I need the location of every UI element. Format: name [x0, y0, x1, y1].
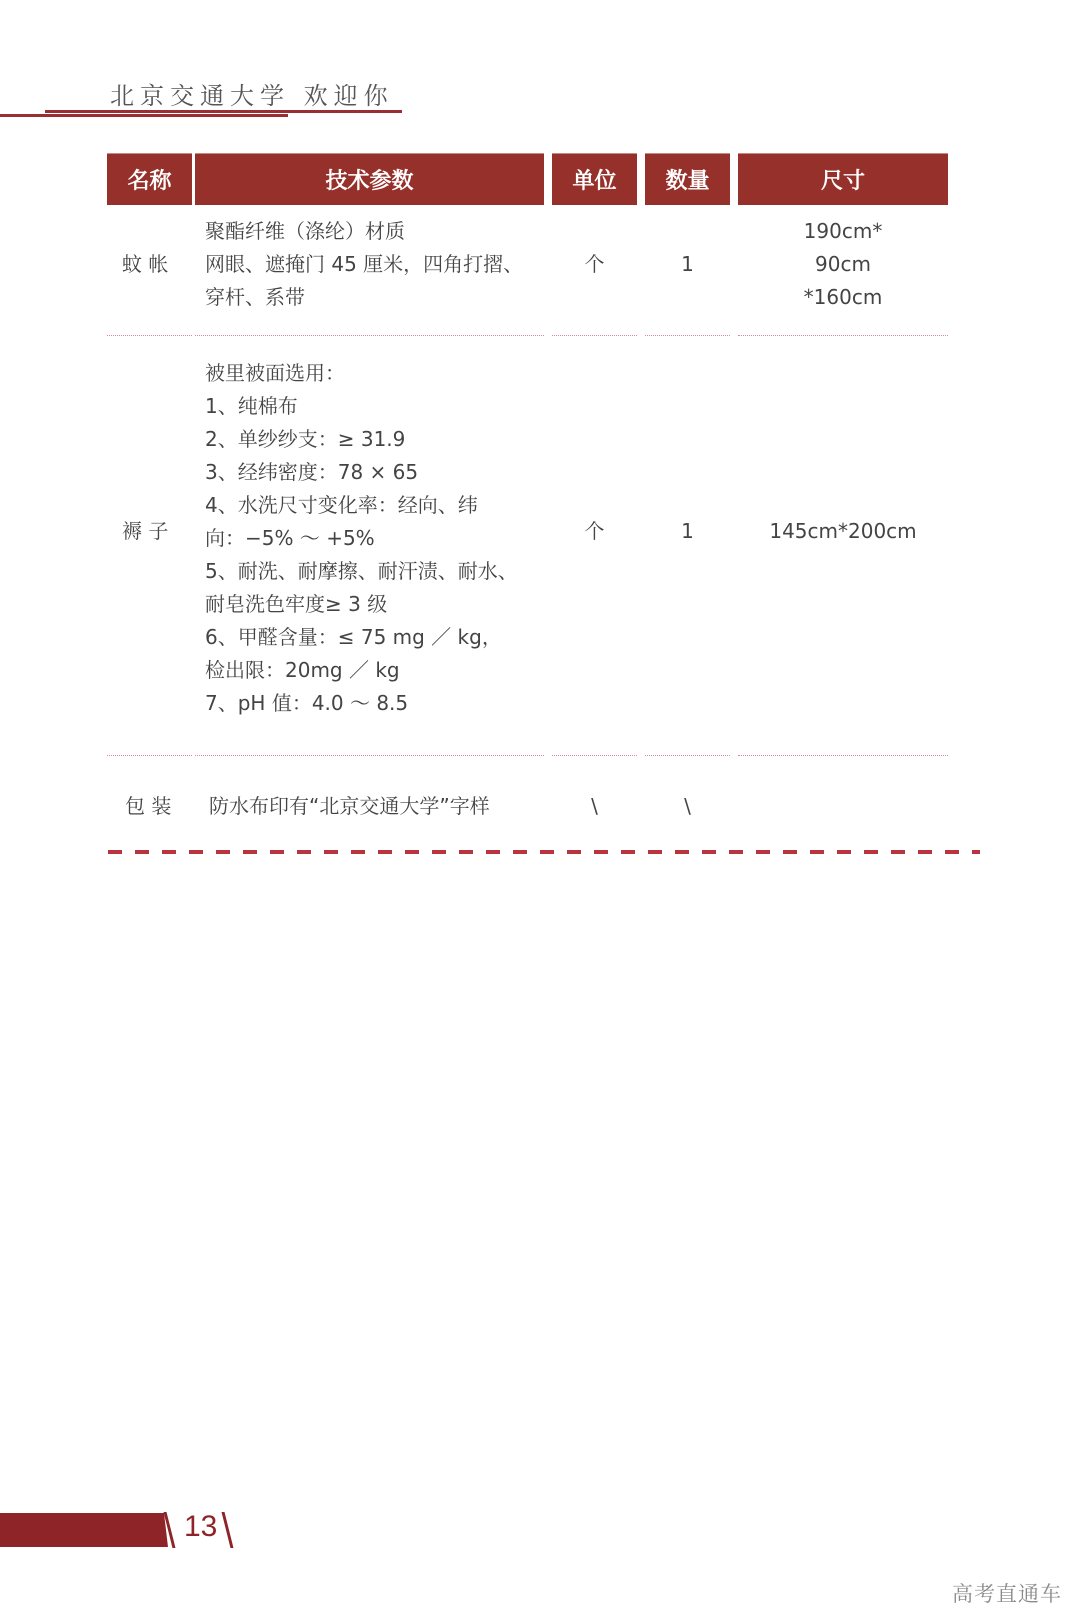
spec-line: 被里被面选用： [205, 361, 345, 385]
header-rule-upper [45, 110, 402, 113]
spec-line: 1、纯棉布 [205, 394, 298, 418]
header-rule-lower [0, 114, 288, 117]
row-name: 褥 子 [122, 519, 169, 543]
size-line: 90cm [815, 252, 871, 276]
spec-line: 5、耐洗、耐摩擦、耐汗渍、耐水、 [205, 559, 518, 583]
row-qty: 1 [681, 252, 694, 276]
spec-line: 2、单纱纱支：≥ 31.9 [205, 427, 406, 451]
row-specs [205, 215, 523, 314]
page-header-title: 北京交通大学 欢迎你 [110, 82, 394, 110]
page-number: 13 [184, 1510, 218, 1543]
spec-line: 网眼、遮掩门 45 厘米，四角打摺、 [205, 252, 524, 276]
row-name: 包 装 [125, 794, 172, 818]
row-specs [205, 357, 518, 720]
row-unit: 个 [584, 519, 605, 543]
footer-accent-bar [0, 1513, 168, 1547]
row-qty: 1 [681, 519, 694, 543]
size-line: *160cm [803, 285, 883, 309]
column-header-unit: 单位 [552, 153, 637, 205]
spec-line: 穿杆、系带 [205, 285, 305, 309]
column-header-name: 名称 [107, 153, 192, 205]
spec-line: 6、甲醛含量：≤ 75 mg ／ kg， [205, 625, 502, 649]
column-header-size: 尺寸 [738, 153, 948, 205]
row-size [738, 215, 948, 314]
spec-line: 4、水洗尺寸变化率：经向、纬 [205, 493, 478, 517]
row-specs: 防水布印有“北京交通大学”字样 [209, 794, 490, 818]
row-unit: \ [591, 794, 598, 818]
watermark: 高考直通车 [952, 1582, 1062, 1606]
spec-line: 检出限：20mg ／ kg [205, 658, 400, 682]
column-header-specs: 技术参数 [195, 153, 544, 205]
spec-line: 7、pH 值：4.0 ～ 8.5 [205, 691, 409, 715]
row-size: 145cm*200cm [769, 519, 917, 543]
column-header-qty: 数量 [645, 153, 730, 205]
spec-line: 向：−5% ～ +5% [205, 526, 375, 550]
spec-line: 耐皂洗色牢度≥ 3 级 [205, 592, 388, 616]
table-end-dashed-rule [108, 850, 980, 854]
row-qty: \ [684, 794, 691, 818]
spec-line: 聚酯纤维（涤纶）材质 [205, 219, 405, 243]
row-name: 蚊 帐 [122, 252, 169, 276]
footer-slash-right [222, 1512, 234, 1548]
size-line: 190cm* [803, 219, 883, 243]
row-unit: 个 [584, 252, 605, 276]
spec-line: 3、经纬密度：78 × 65 [205, 460, 419, 484]
